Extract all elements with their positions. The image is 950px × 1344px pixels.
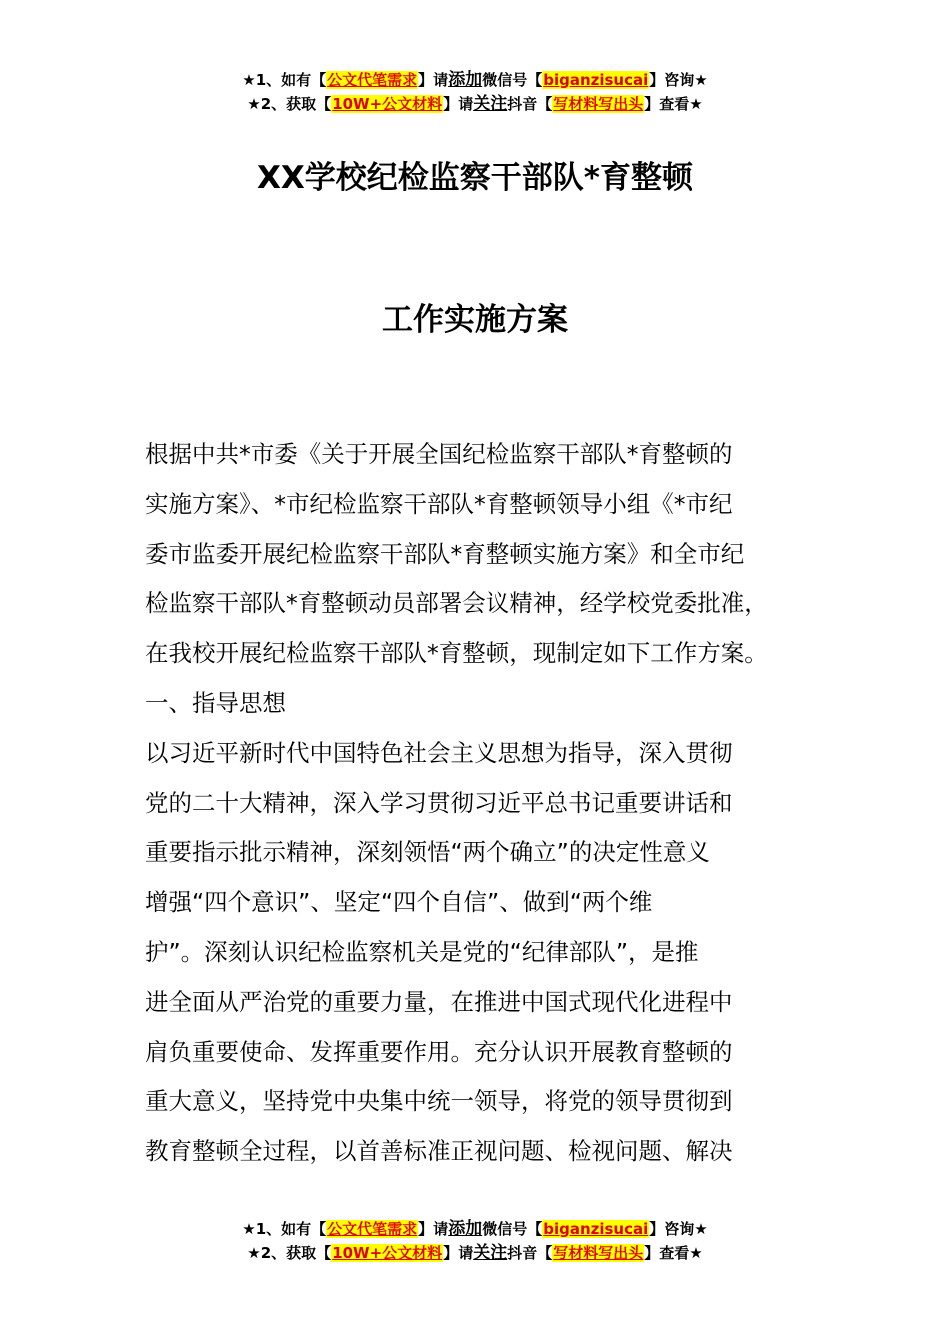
banner-highlight: biganzisucai: [543, 71, 649, 89]
banner-text: ★1、如有【: [242, 71, 327, 89]
banner-line-2: [0, 92, 950, 116]
body-line: 进全面从严治党的重要力量，在推进中国式现代化进程中: [145, 987, 733, 1016]
banner-highlight: 10W+公文材料: [332, 1244, 443, 1262]
body-line: 重要指示批示精神，深刻领悟“两个确立”的决定性意义: [145, 838, 710, 867]
section-heading: 一、指导思想: [145, 688, 286, 717]
banner-text: 抖音【: [507, 1244, 553, 1262]
banner-highlight: 写材料写出头: [553, 95, 644, 113]
banner-text: ★2、获取【: [247, 95, 332, 113]
banner-highlight: 写材料写出头: [553, 1244, 644, 1262]
body-line: 增强“四个意识”、坚定“四个自信”、做到“两个维: [145, 888, 653, 917]
body-line: 检监察干部队*育整顿动员部署会议精神，经学校党委批准，: [145, 589, 768, 618]
banner-line-1: [0, 68, 950, 92]
banner-highlight: 公文代笔需求: [327, 71, 418, 89]
doc-title-line-1: XX学校纪检监察干部队*育整顿: [256, 160, 693, 196]
banner-text: 】请: [418, 1220, 449, 1238]
banner-highlight: 10W+公文材料: [332, 95, 443, 113]
banner-line-1: [0, 1217, 950, 1241]
body-line: 护”。深刻认识纪检监察机关是党的“纪律部队”，是推: [145, 937, 699, 966]
body-line: 委市监委开展纪检监察干部队*育整顿实施方案》和全市纪: [145, 539, 745, 568]
banner-text: ★1、如有【: [242, 1220, 327, 1238]
body-line: 实施方案》、*市纪检监察干部队*育整顿领导小组《*市纪: [145, 489, 733, 518]
banner-highlight: 公文代笔需求: [327, 1220, 418, 1238]
banner-text: 】咨询★: [649, 71, 708, 89]
body-line: 重大意义，坚持党中央集中统一领导，将党的领导贯彻到: [145, 1087, 733, 1116]
body-line: 在我校开展纪检监察干部队*育整顿，现制定如下工作方案。: [145, 639, 768, 668]
banner-line-2: [0, 1241, 950, 1265]
banner-text: 】查看★: [644, 1244, 703, 1262]
banner-text: 】请: [418, 71, 449, 89]
banner-text: 】查看★: [644, 95, 703, 113]
banner-text: 微信号【: [482, 1220, 543, 1238]
banner-text: 】请: [443, 1244, 474, 1262]
banner-underline: 关注: [473, 94, 508, 114]
document-body: [145, 430, 825, 1177]
banner-text: 】请: [443, 95, 474, 113]
header-banner: [0, 68, 950, 116]
banner-text: 】咨询★: [649, 1220, 708, 1238]
banner-highlight: biganzisucai: [543, 1220, 649, 1238]
body-line: 以习近平新时代中国特色社会主义思想为指导，深入贯彻: [145, 738, 733, 767]
banner-text: 抖音【: [507, 95, 553, 113]
body-line: 党的二十大精神，深入学习贯彻习近平总书记重要讲话和: [145, 788, 733, 817]
banner-underline: 添加: [448, 1219, 483, 1239]
body-line: 教育整顿全过程，以首善标准正视问题、检视问题、解决: [145, 1137, 733, 1166]
banner-text: ★2、获取【: [247, 1244, 332, 1262]
banner-text: 微信号【: [482, 71, 543, 89]
banner-underline: 关注: [473, 1243, 508, 1263]
doc-title-line-2: 工作实施方案: [382, 302, 568, 338]
body-line: 肩负重要使命、发挥重要作用。充分认识开展教育整顿的: [145, 1037, 733, 1066]
body-line: 根据中共*市委《关于开展全国纪检监察干部队*育整顿的: [145, 440, 733, 468]
banner-underline: 添加: [448, 70, 483, 90]
footer-banner: [0, 1217, 950, 1265]
